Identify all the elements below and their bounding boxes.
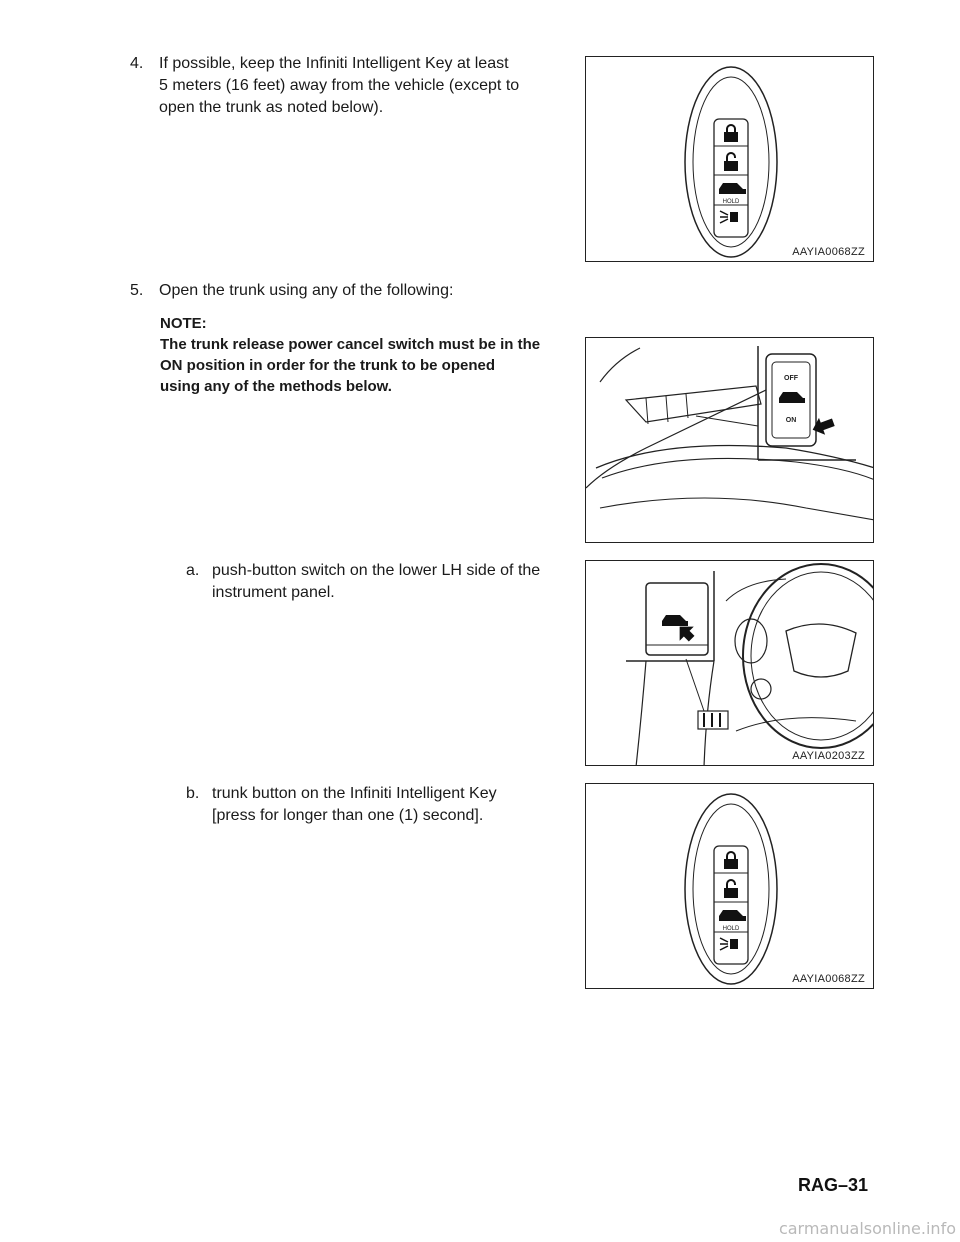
off-label: OFF [784,375,798,382]
substep-b-letter: b. [186,785,200,802]
note-line-1: The trunk release power cancel switch must be in the [160,336,541,353]
hold-label: HOLD [722,926,740,932]
figure-instrument-panel-switch [585,560,874,766]
substep-b-line-1: trunk button on the Infiniti Intelligent Key [212,785,497,802]
instrument-panel-illustration [586,561,874,766]
hold-label: HOLD [722,199,740,205]
substep-a-line-1: push-button switch on the lower LH side of the [212,562,541,579]
step-4 [130,53,560,119]
figure-key-fob-trunk [585,783,874,989]
page-number: RAG–31 [797,1175,868,1195]
substep-b [186,783,586,827]
watermark: carmanualsonline.info [778,1219,956,1238]
figure-cancel-switch [585,337,874,543]
figure-4-code: AAYIA0068ZZ [792,973,865,985]
note-block [160,313,580,397]
step-4-line-3: open the trunk as noted below). [159,99,384,116]
substep-a-line-2: instrument panel. [212,584,335,601]
note-line-2: ON position in order for the trunk to be opened [160,357,495,374]
step-4-line-1: If possible, keep the Infiniti Intelligent Key at least [159,55,509,72]
figure-key-fob [585,56,874,262]
note-line-3: using any of the methods below. [160,378,392,395]
key-fob-trunk-illustration [586,784,874,989]
step-5-number: 5. [130,282,144,299]
step-4-number: 4. [130,55,144,72]
on-label: ON [785,417,797,424]
step-5-text: Open the trunk using any of the following: [159,282,454,299]
note-heading: NOTE: [160,315,207,332]
figure-1-code: AAYIA0068ZZ [792,246,865,258]
key-fob-illustration [586,57,874,262]
substep-a [186,560,586,604]
substep-b-line-2: [press for longer than one (1) second]. [212,807,484,824]
step-4-line-2: 5 meters (16 feet) away from the vehicle (except to [159,77,520,94]
trunk-cancel-switch-illustration [586,338,874,543]
figure-3-code: AAYIA0203ZZ [792,750,865,762]
substep-a-letter: a. [186,562,200,579]
step-5 [130,280,560,302]
